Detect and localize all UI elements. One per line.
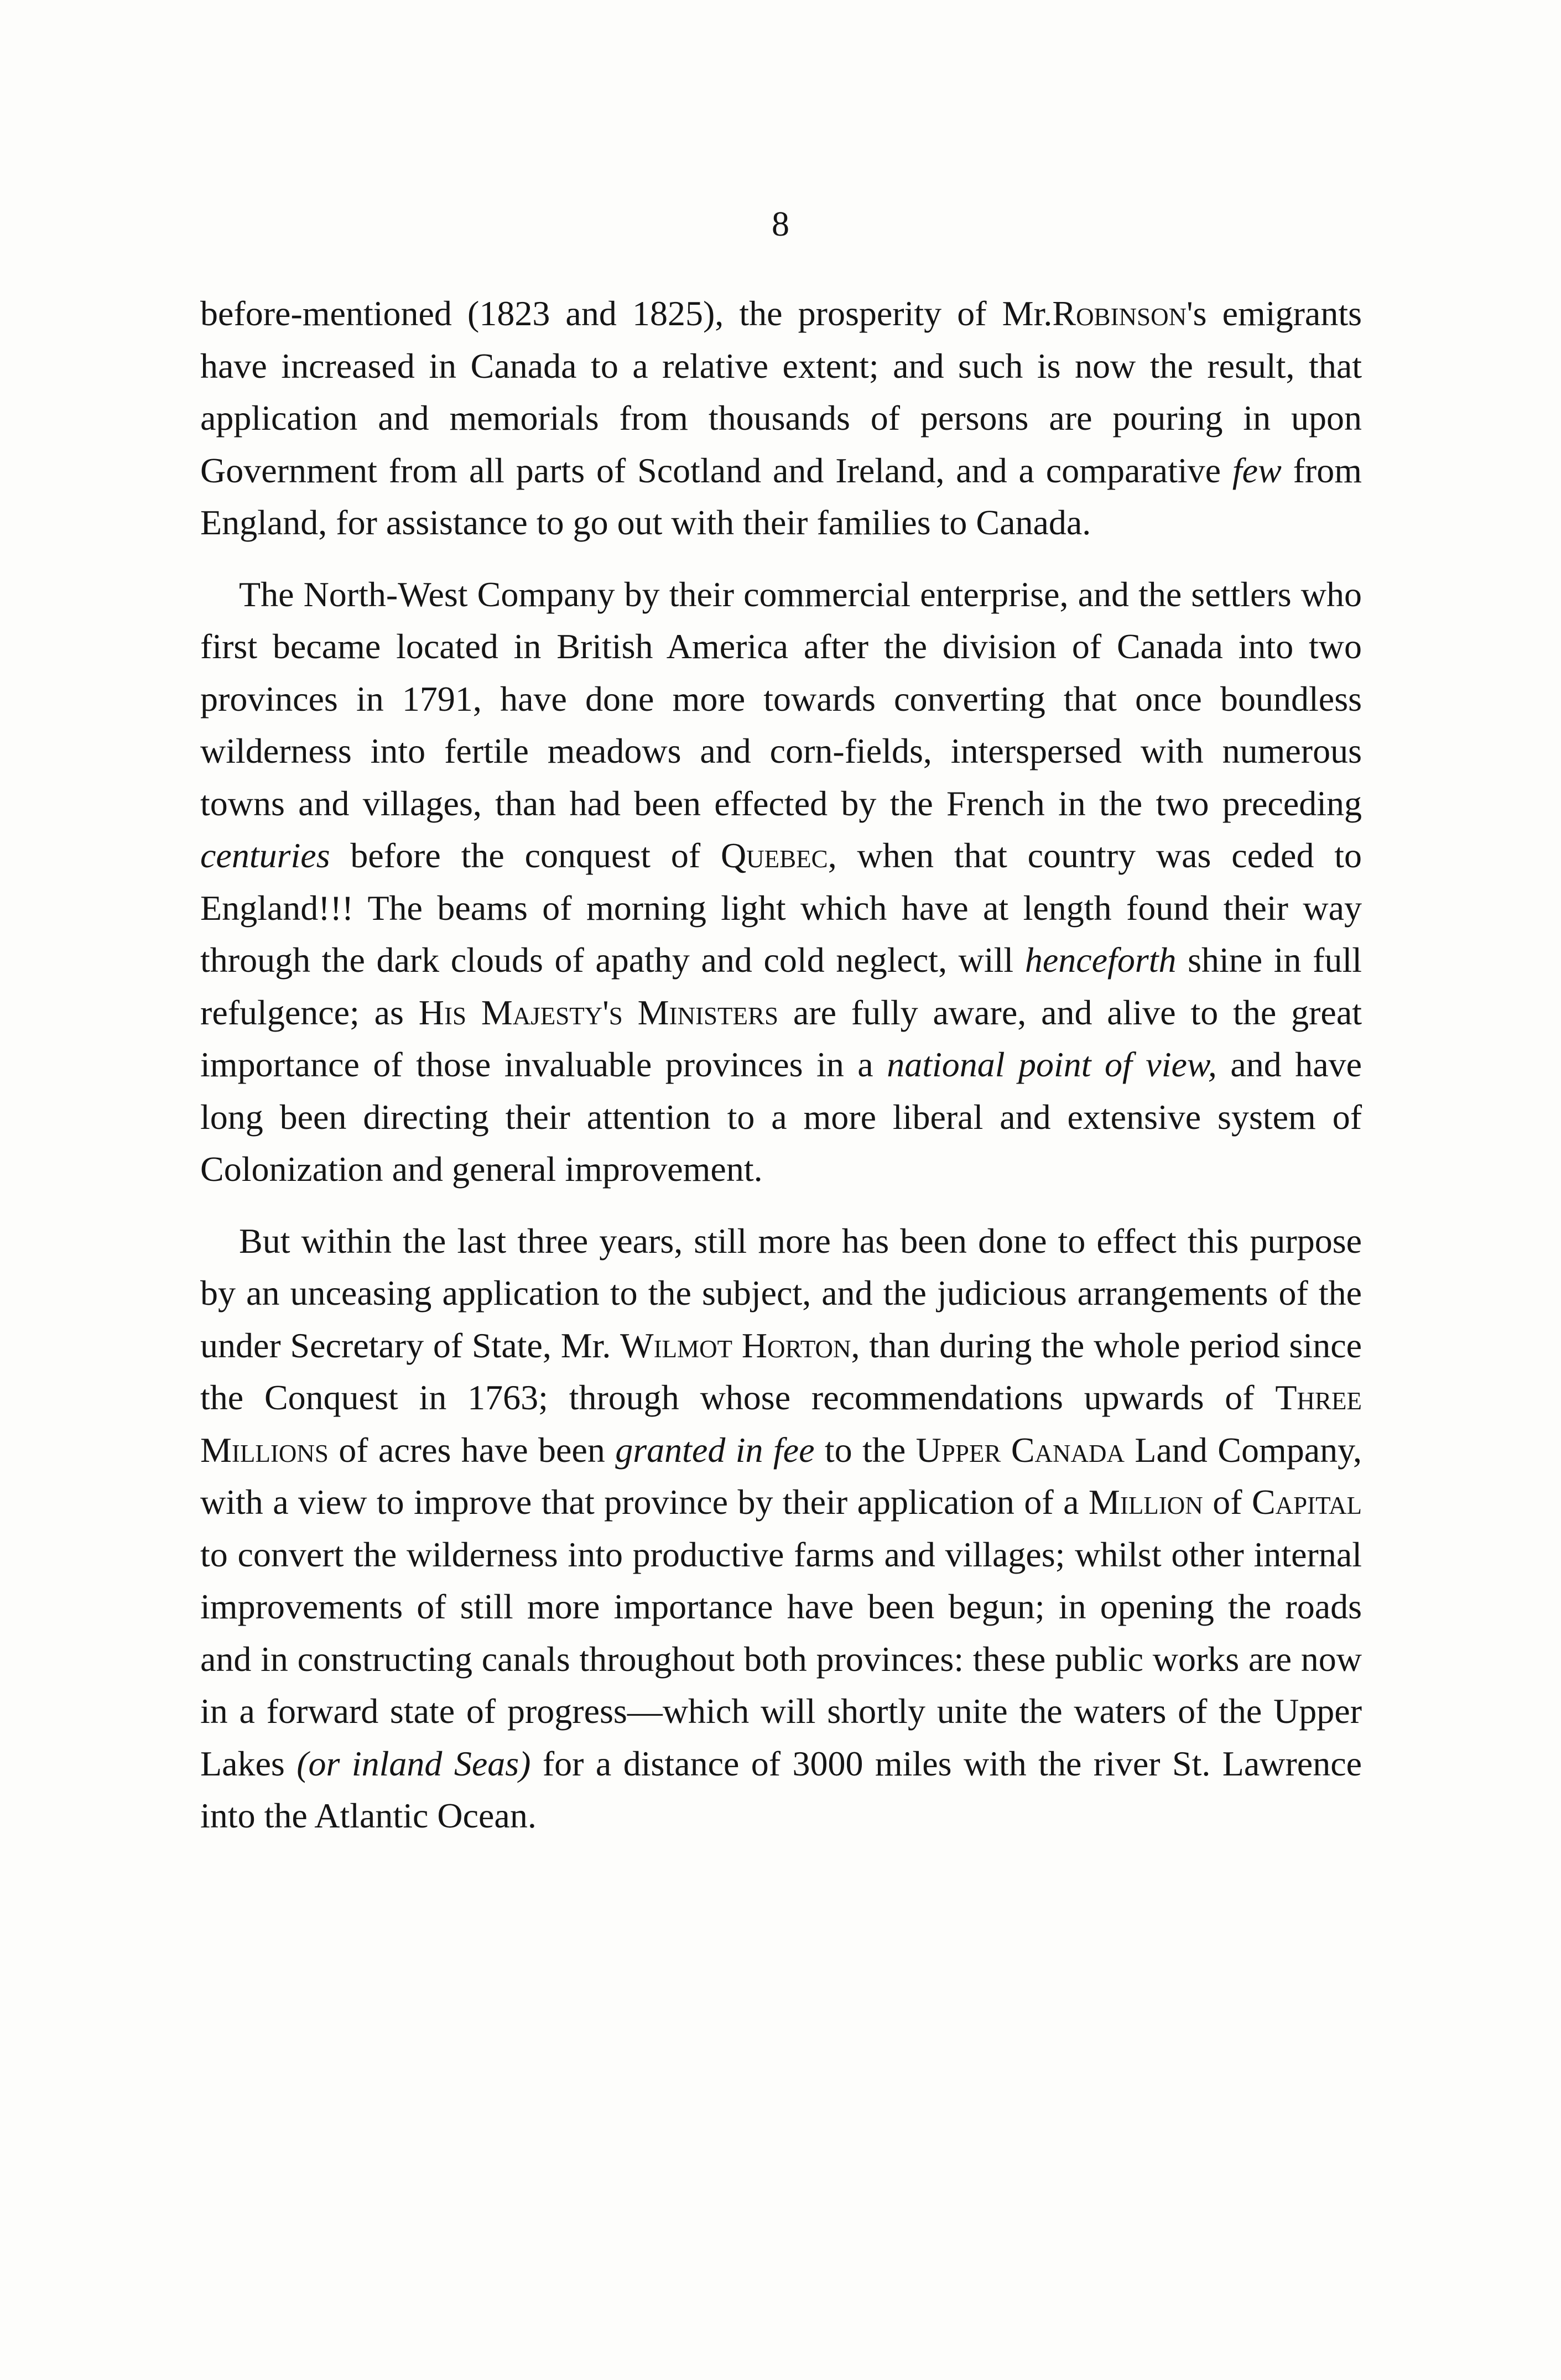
page-number: 8 xyxy=(772,204,789,243)
text-run: But within the last three years, still more has been done to effect this purpose by an unceasing application to the subject, and the judicious arrangements of the under Secretary of State, Mr. xyxy=(200,1221,1362,1365)
text-run: to convert the wilderness into productive farms and villages; whilst other internal improvements of still more importance have been begun; in opening the roads and in constructing canals throughout both provinces: these public works are now in a forward state of progress—which will shortly unite the waters of the Upper Lakes xyxy=(200,1534,1362,1783)
text-run: and have long been directing their attention to a more liberal and extensive system of Colonization and general improvement. xyxy=(200,1045,1362,1189)
small-caps-text: Three Millions xyxy=(200,1378,1362,1470)
text-run: of xyxy=(1203,1482,1252,1522)
text-run: 's emigrants have increased in Canada to a relative extent; and such is now the result, that application and memorials from thousands of persons are pouring in upon Government from all parts of Scotland and Ireland, and a comparative xyxy=(200,294,1362,490)
text-run: for a distance of 3000 miles with the river St. Lawrence into the Atlantic Ocean. xyxy=(200,1743,1362,1835)
italic-text: henceforth xyxy=(1024,940,1177,980)
text-run: before-mentioned (1823 and 1825), the prosperity of Mr. xyxy=(200,294,1053,333)
text-run: shine in full refulgence; as xyxy=(200,940,1362,1032)
text-run: Land Company, with a view to improve that province by their application of a xyxy=(200,1430,1362,1522)
text-run: , when that country was ceded to England!!! The beams of morning light which have at length found their way through the dark clouds of apathy and cold neglect, will xyxy=(200,836,1362,980)
small-caps-text: Quebec xyxy=(720,836,828,875)
text-run: to the xyxy=(814,1430,916,1470)
small-caps-text: Capital xyxy=(1251,1482,1362,1522)
text-run: are fully aware, and alive to the great importance of those invaluable provinces in a xyxy=(200,992,1362,1084)
small-caps-text: His Majesty's Ministers xyxy=(418,992,779,1032)
paragraph-1 xyxy=(200,288,1362,549)
small-caps-text: Robinson xyxy=(1052,294,1187,333)
italic-text: few xyxy=(1232,450,1282,490)
italic-text: (or inland Seas) xyxy=(296,1743,531,1783)
small-caps-text: Upper Canada xyxy=(915,1430,1125,1470)
text-run: of acres have been xyxy=(328,1430,616,1470)
text-run: before the conquest of xyxy=(330,836,721,875)
italic-text: centuries xyxy=(200,836,330,875)
text-run: The North-West Company by their commercial enterprise, and the settlers who first became located in British America after the division of Canada into two provinces in 1791, have done more towards converting that once boundless wilderness into fertile meadows and corn-fields, interspersed with numerous towns and villages, than had been effected by the French in the two preceding xyxy=(200,574,1362,823)
paragraph-3 xyxy=(200,1215,1362,1842)
body-text xyxy=(200,288,1362,1842)
small-caps-text: Wilmot Horton xyxy=(620,1325,851,1365)
text-run: , than during the whole period since the Conquest in 1763; through whose recommendations upwards of xyxy=(200,1325,1362,1417)
italic-text: national point of view, xyxy=(887,1045,1217,1084)
small-caps-text: Million xyxy=(1088,1482,1203,1522)
paragraph-2 xyxy=(200,569,1362,1196)
text-run: from England, for assistance to go out with their families to Canada. xyxy=(200,450,1362,542)
italic-text: granted in fee xyxy=(615,1430,815,1470)
